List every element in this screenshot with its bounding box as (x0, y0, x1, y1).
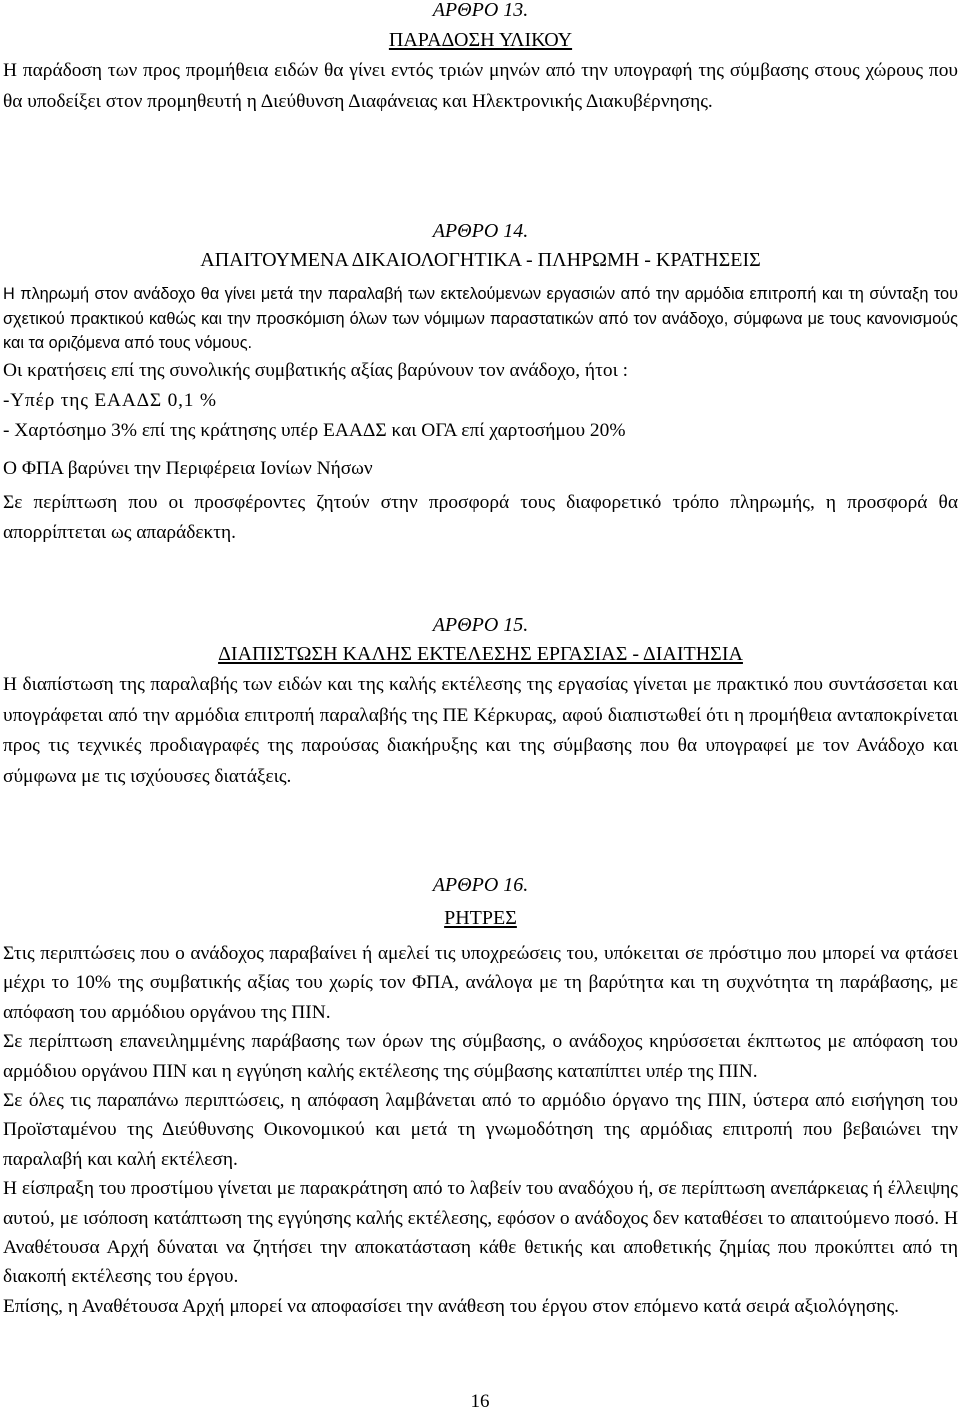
article-15-heading: ΔΙΑΠΙΣΤΩΣΗ ΚΑΛΗΣ ΕΚΤΕΛΕΣΗΣ ΕΡΓΑΣΙΑΣ - ΔΙΑΙΤΗΣΙΑ (218, 643, 743, 665)
article-16-paragraph-2: Σε περίπτωση επανειλημμένης παράβασης των όρων της σύμβασης, ο ανάδοχος κηρύσσεται έκπτωτος με απόφαση του αρμόδιου οργάνου ΠΙΝ και η εγγύηση καλής εκτέλεσης της σύμβασης καταπίπτει υπέρ της ΠΙΝ. (3, 1031, 958, 1082)
article-14-heading: ΑΠΑΙΤΟΥΜΕΝΑ ΔΙΚΑΙΟΛΟΓΗΤΙΚΑ - ΠΛΗΡΩΜΗ - ΚΡΑΤΗΣΕΙΣ (200, 249, 761, 271)
article-13-title: ΑΡΘΡΟ 13. (432, 0, 529, 21)
article-16-paragraph-3: Σε όλες τις παραπάνω περιπτώσεις, η απόφαση λαμβάνεται από το αρμόδιο όργανο της ΠΙΝ, ύστερα από εισήγηση του Προϊσταμένου της Διεύθυνσης Οικονομικού και μετά τη γνωμοδότηση της αρμόδιας επιτροπή που βεβαιώνει την παραλαβή και καλή εκτέλεση. (3, 1090, 958, 1170)
article-14-paragraph-1: Η πληρωμή στον ανάδοχο θα γίνει μετά την παραλαβή των εκτελούμενων εργασιών από την αρμόδια επιτροπή και τη σύνταξη του σχετικού πρακτικού καθώς και την προσκόμιση όλων των νόμιμων παραστατικών από τον ανάδοχο, σύμφωνα με τους κανονισμούς και τα οριζόμενα από τους νόμους. (3, 285, 958, 352)
article-13 (3, 0, 958, 117)
article-15 (3, 612, 958, 792)
article-13-heading: ΠΑΡΑΔΟΣΗ ΥΛΙΚΟΥ (388, 29, 573, 51)
article-16-paragraph-1: Στις περιπτώσεις που ο ανάδοχος παραβαίνει ή αμελεί τις υποχρεώσεις του, υπόκειται σε πρόστιμο που μπορεί να φτάσει μέχρι το 10% της συμβατικής αξίας του χωρίς τον ΦΠΑ, ανάλογα με τη βαρύτητα και τη συχνότητα τη παράβασης, με απόφαση του αρμόδιου οργάνου της ΠΙΝ. (3, 943, 958, 1023)
page-number: 16 (470, 1391, 490, 1412)
article-14-paragraph-4: - Χαρτόσημο 3% επί της κράτησης υπέρ ΕΑΑΔΣ και ΟΓΑ επί χαρτοσήμου 20% (3, 419, 626, 441)
article-16-heading: ΡΗΤΡΕΣ (444, 907, 517, 929)
article-15-title: ΑΡΘΡΟ 15. (432, 614, 529, 636)
article-14 (3, 218, 958, 548)
article-13-paragraph-1: Η παράδοση των προς προμήθεια ειδών θα γίνει εντός τριών μηνών από την υπογραφή της σύμβασης στους χώρους που θα υποδείξει στον προμηθευτή η Διεύθυνση Διαφάνειας και Ηλεκτρονικής Διακυβέρνησης. (3, 60, 958, 112)
article-16-paragraph-5: Επίσης, η Αναθέτουσα Αρχή μπορεί να αποφασίσει την ανάθεση του έργου στον επόμενο κατά σειρά αξιολόγησης. (3, 1295, 899, 1317)
article-16-paragraph-4: Η είσπραξη του προστίμου γίνεται με παρακράτηση από το λαβείν του αναδόχου ή, σε περίπτωση ανεπάρκειας ή έλλειψης αυτού, με ισόποση κατάπτωση της εγγύησης καλής εκτέλεσης, εφόσον ο ανάδοχος δεν καταθέσει το απαιτούμενο ποσό. Η Αναθέτουσα Αρχή δύναται να ζητήσει την αποκατάσταση κάθε θετικής και αποθετικής ζημίας που προκύπτει από τη διακοπή εκτέλεσης του έργου. (3, 1178, 958, 1288)
article-16 (3, 872, 958, 1321)
article-14-paragraph-2: Οι κρατήσεις επί της συνολικής συμβατικής αξίας βαρύνουν τον ανάδοχο, ήτοι : (3, 359, 629, 381)
article-16-title: ΑΡΘΡΟ 16. (432, 874, 529, 896)
article-14-paragraph-3: -Υπέρ της ΕΑΑΔΣ 0,1 % (3, 389, 217, 411)
article-14-paragraph-5: Ο ΦΠΑ βαρύνει την Περιφέρεια Ιονίων Νήσων (3, 457, 373, 479)
article-14-paragraph-6: Σε περίπτωση που οι προσφέροντες ζητούν στην προσφορά τους διαφορετικό τρόπο πληρωμής, η προσφορά θα απορρίπτεται ως απαράδεκτη. (3, 491, 958, 543)
article-14-title: ΑΡΘΡΟ 14. (432, 220, 529, 242)
article-15-paragraph-1: Η διαπίστωση της παραλαβής των ειδών και της καλής εκτέλεσης της εργασίας γίνεται με πρακτικό που συντάσσεται και υπογράφεται από την αρμόδια επιτροπή παραλαβής της ΠΕ Κέρκυρας, αφού διαπιστωθεί ότι η προμήθεια ανταποκρίνεται προς τις τεχνικές προδιαγραφές της παρούσας διακήρυξης και της σύμβασης που θα υπογραφεί με τον Ανάδοχο και σύμφωνα με τις ισχύουσες διατάξεις. (3, 674, 958, 787)
